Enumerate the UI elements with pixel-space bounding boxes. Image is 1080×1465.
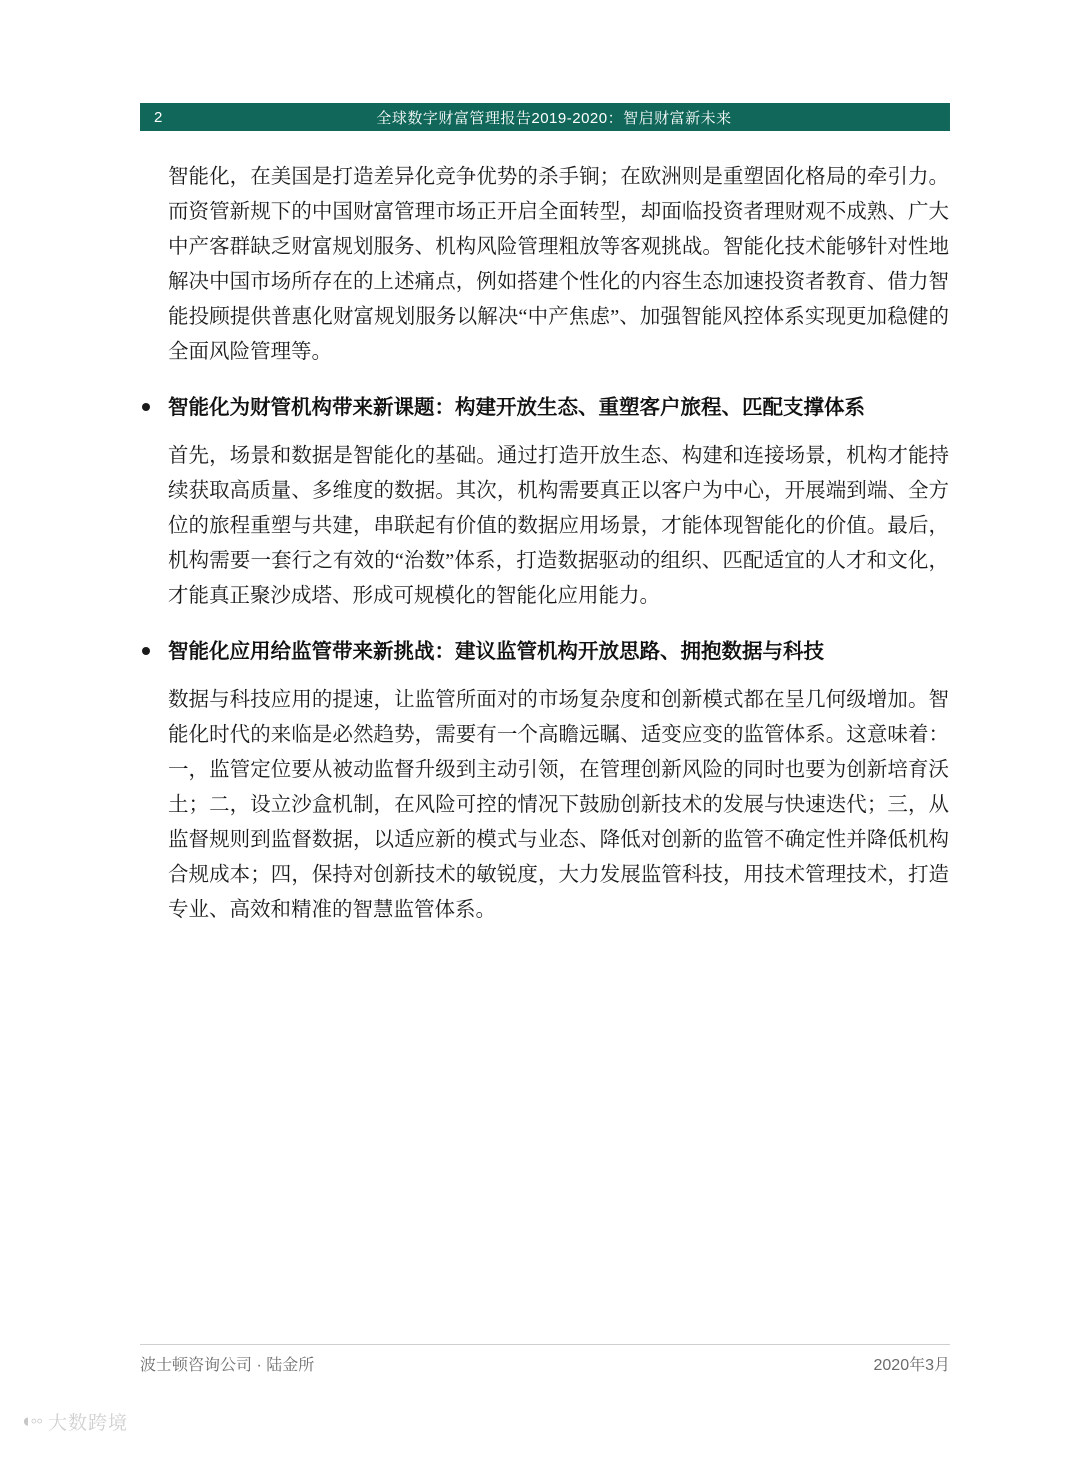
intro-paragraph: 智能化，在美国是打造差异化竞争优势的杀手锏；在欧洲则是重塑固化格局的牵引力。而资管新规下的中国财富管理市场正开启全面转型，却面临投资者理财观不成熟、广大中产客群缺乏财富规划服务、机构风险管理粗放等客观挑战。智能化技术能够针对性地解决中国市场所存在的上述痛点，例如搭建个性化的内容生态加速投资者教育、借力智能投顾提供普惠化财富规划服务以解决“中产焦虑”、加强智能风控体系实现更加稳健的全面风险管理等。 xyxy=(168,166,949,363)
watermark-text: 大数跨境 xyxy=(47,1413,128,1434)
section-heading-2: 智能化应用给监管带来新挑战：建议监管机构开放思路、拥抱数据与科技 xyxy=(168,641,824,663)
page-content xyxy=(140,160,955,946)
footer-right-text: 2020年3月 xyxy=(873,1357,950,1374)
footer-left-text: 波士顿咨询公司 · 陆金所 xyxy=(140,1357,315,1374)
report-title: 全球数字财富管理报告2019-2020：智启财富新未来 xyxy=(376,109,732,127)
page-header-bar xyxy=(140,103,950,131)
bullet-item-2 xyxy=(140,636,955,669)
page-footer xyxy=(140,1352,950,1375)
bullet-marker-icon xyxy=(140,636,168,669)
section-paragraph-1: 首先，场景和数据是智能化的基础。通过打造开放生态、构建和连接场景，机构才能持续获取高质量、多维度的数据。其次，机构需要真正以客户为中心，开展端到端、全方位的旅程重塑与共建，串联起有价值的数据应用场景，才能体现智能化的价值。最后，机构需要一套行之有效的“治数”体系，打造数据驱动的组织、匹配适宜的人才和文化，才能真正聚沙成塔、形成可规模化的智能化应用能力。 xyxy=(168,445,949,607)
section-paragraph-2: 数据与科技应用的提速，让监管所面对的市场复杂度和创新模式都在呈几何级增加。智能化时代的来临是必然趋势，需要有一个高瞻远瞩、适变应变的监管体系。这意味着：一，监管定位要从被动监督升级到主动引领，在管理创新风险的同时也要为创新培育沃土；二，设立沙盒机制，在风险可控的情况下鼓励创新技术的发展与快速迭代；三，从监督规则到监督数据，以适应新的模式与业态、降低对创新的监管不确定性并降低机构合规成本；四，保持对创新技术的敏锐度，大力发展监管科技，用技术管理技术，打造专业、高效和精准的智慧监管体系。 xyxy=(168,689,949,921)
bullet-item-1 xyxy=(140,392,955,425)
bullet-marker-icon xyxy=(140,392,168,425)
section-heading-1: 智能化为财管机构带来新课题：构建开放生态、重塑客户旅程、匹配支撑体系 xyxy=(168,397,865,419)
watermark-logo-icon: ◖◦◦ xyxy=(20,1410,42,1432)
footer-divider xyxy=(140,1344,950,1345)
page-number: 2 xyxy=(154,108,163,126)
watermark xyxy=(20,1408,128,1435)
